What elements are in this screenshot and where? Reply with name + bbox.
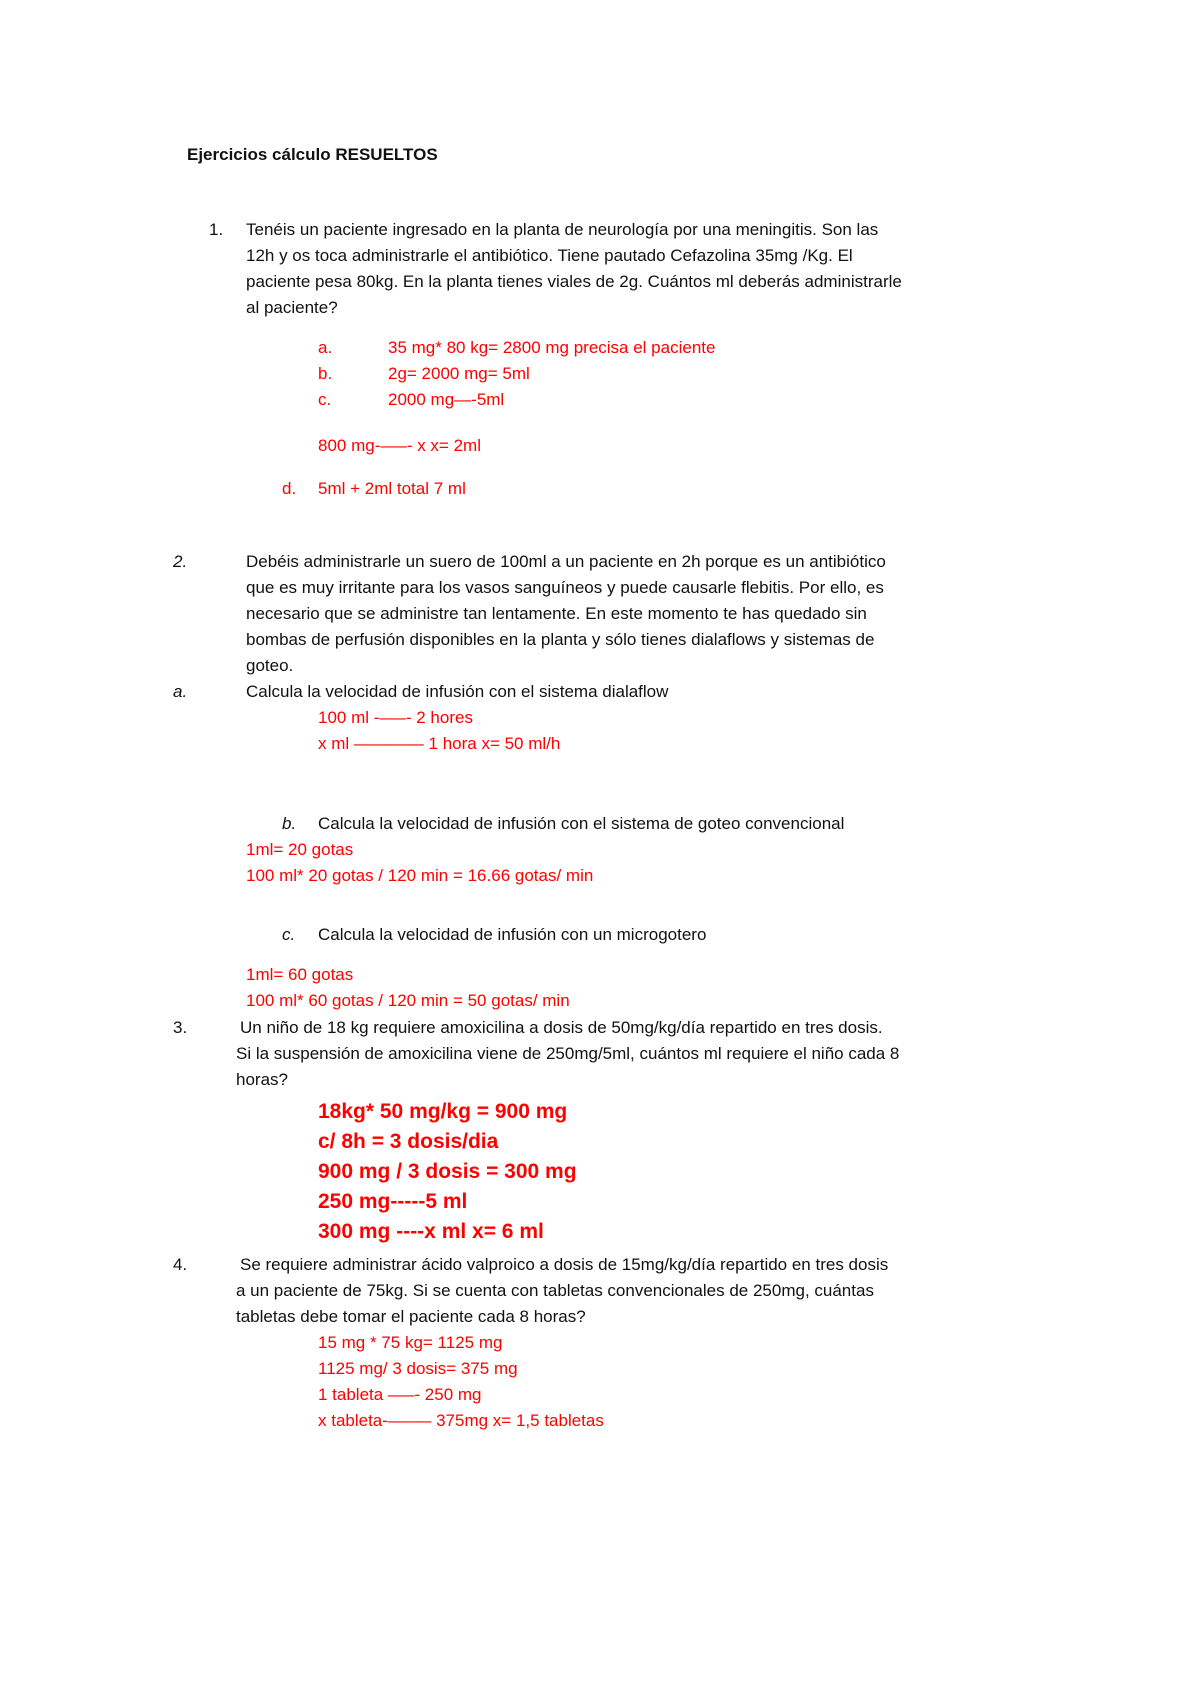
doc-title: Ejercicios cálculo RESUELTOS	[187, 145, 438, 164]
q2-c-text: Calcula la velocidad de infusión con un microgotero	[318, 925, 707, 944]
q2-b-answer: 1ml= 20 gotas	[246, 840, 354, 859]
q4-number: 4.	[173, 1255, 188, 1274]
q2-number: 2.	[173, 552, 188, 571]
q3-answer: 300 mg ----x ml x= 6 ml	[318, 1220, 544, 1243]
q4-line: a un paciente de 75kg. Si se cuenta con tabletas convencionales de 250mg, cuántas	[236, 1281, 874, 1300]
q3-answer: c/ 8h = 3 dosis/dia	[318, 1130, 499, 1153]
q4-answer: 1125 mg/ 3 dosis= 375 mg	[318, 1359, 518, 1378]
q1-answer-text: 2g= 2000 mg= 5ml	[388, 364, 530, 383]
q3-line: horas?	[236, 1070, 288, 1089]
q4-answer: x tableta-—–— 375mg x= 1,5 tabletas	[318, 1411, 604, 1430]
q3-answer: 900 mg / 3 dosis = 300 mg	[318, 1160, 577, 1183]
q4-answer: 1 tableta —–- 250 mg	[318, 1385, 482, 1404]
q2-c-answer: 1ml= 60 gotas	[246, 965, 354, 984]
q1-answer-text: 2000 mg—-5ml	[388, 390, 505, 409]
q2-a-answer: x ml —–—–— 1 hora x= 50 ml/h	[318, 734, 561, 753]
q1-answer-marker: a.	[318, 338, 333, 357]
q4-answer: 15 mg * 75 kg= 1125 mg	[318, 1333, 503, 1352]
q3-answer: 250 mg-----5 ml	[318, 1190, 468, 1213]
q3-line: Si la suspensión de amoxicilina viene de 250mg/5ml, cuántos ml requiere el niño cada 8	[236, 1044, 900, 1063]
q2-c-marker: c.	[282, 925, 296, 944]
q1-extra: 800 mg-–—- x x= 2ml	[318, 436, 481, 455]
q3-line: Un niño de 18 kg requiere amoxicilina a dosis de 50mg/kg/día repartido en tres dosis.	[240, 1018, 883, 1037]
q2-a-answer: 100 ml -–—- 2 hores	[318, 708, 473, 727]
q4-line: Se requiere administrar ácido valproico a dosis de 15mg/kg/día repartido en tres dosis	[240, 1255, 889, 1274]
q1-line: paciente pesa 80kg. En la planta tienes viales de 2g. Cuántos ml deberás administrarle	[246, 272, 902, 291]
q2-line: que es muy irritante para los vasos sanguíneos y puede causarle flebitis. Por ello, es	[246, 578, 884, 597]
q1-answer-text: 35 mg* 80 kg= 2800 mg precisa el paciente	[388, 338, 716, 357]
q1-line: 12h y os toca administrarle el antibiótico. Tiene pautado Cefazolina 35mg /Kg. El	[246, 246, 853, 265]
q1-answer-marker: b.	[318, 364, 333, 383]
q2-line: Debéis administrarle un suero de 100ml a un paciente en 2h porque es un antibiótico	[246, 552, 886, 571]
q2-c-answer: 100 ml* 60 gotas / 120 min = 50 gotas/ min	[246, 991, 570, 1010]
q2-line: bombas de perfusión disponibles en la planta y sólo tienes dialaflows y sistemas de	[246, 630, 875, 649]
q2-line: necesario que se administre tan lentamente. En este momento te has quedado sin	[246, 604, 867, 623]
q4-line: tabletas debe tomar el paciente cada 8 horas?	[236, 1307, 586, 1326]
q2-b-marker: b.	[282, 814, 297, 833]
q1-d-marker: d.	[282, 479, 297, 498]
q1-d-text: 5ml + 2ml total 7 ml	[318, 479, 466, 498]
q2-a-marker: a.	[173, 682, 188, 701]
q2-a-text: Calcula la velocidad de infusión con el sistema dialaflow	[246, 682, 669, 701]
q2-b-answer: 100 ml* 20 gotas / 120 min = 16.66 gotas/ min	[246, 866, 594, 885]
q3-answer: 18kg* 50 mg/kg = 900 mg	[318, 1100, 568, 1123]
q3-number: 3.	[173, 1018, 188, 1037]
q2-line: goteo.	[246, 656, 294, 675]
q1-answer-marker: c.	[318, 390, 332, 409]
q1-number: 1.	[209, 220, 224, 239]
q1-line: al paciente?	[246, 298, 338, 317]
q1-line: Tenéis un paciente ingresado en la planta de neurología por una meningitis. Son las	[246, 220, 879, 239]
q2-b-text: Calcula la velocidad de infusión con el sistema de goteo convencional	[318, 814, 845, 833]
